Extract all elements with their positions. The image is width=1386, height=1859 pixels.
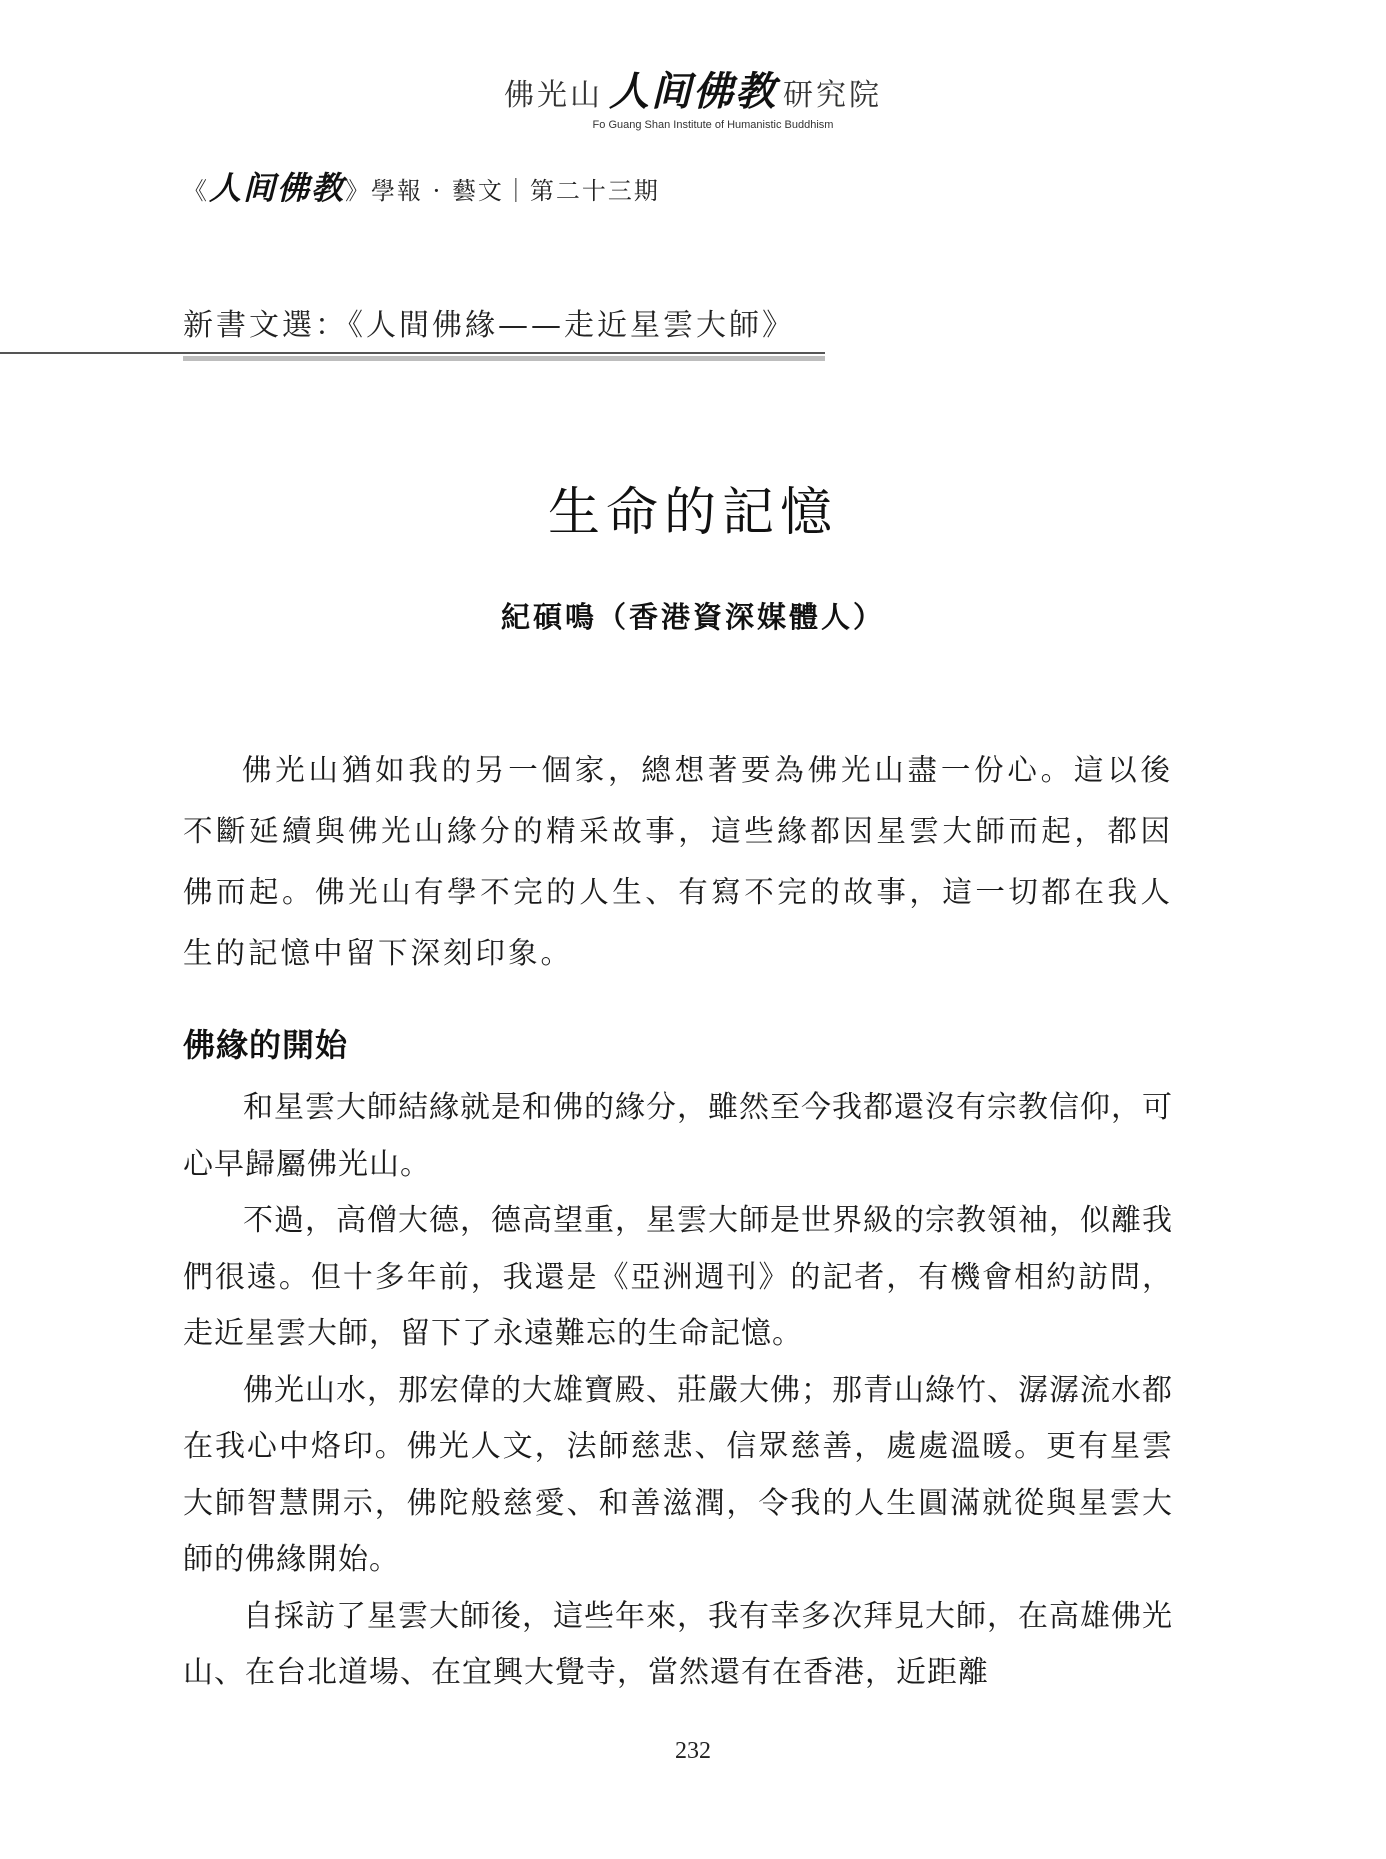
- body-paragraph: 佛光山水，那宏偉的大雄寶殿、莊嚴大佛；那青山綠竹、潺潺流水都在我心中烙印。佛光人文，法師慈悲、信眾慈善，處處溫暖。更有星雲大師智慧開示，佛陀般慈愛、和善滋潤，令我的人生圓滿就從與星雲大師的佛緣開始。: [183, 1372, 1173, 1577]
- journal-close-bracket: 》: [345, 177, 372, 205]
- institute-header: [0, 60, 1386, 131]
- intro-paragraph: 佛光山猶如我的另一個家，總想著要為佛光山盡一份心。這以後不斷延續與佛光山緣分的精采故事，這些緣都因星雲大師而起，都因佛而起。佛光山有學不完的人生、有寫不完的故事，這一切都在我人生的記憶中留下深刻印象。: [183, 753, 1173, 970]
- page-number: 232: [675, 1738, 711, 1764]
- body-paragraph: 自採訪了星雲大師後，這些年來，我有幸多次拜見大師，在高雄佛光山、在台北道場、在宜興大覺寺，當然還有在香港，近距離: [183, 1598, 1173, 1690]
- institute-brand-logo: 人间佛教: [609, 68, 777, 115]
- section-title: 新書文選：《人間佛緣——走近星雲大師》: [183, 308, 795, 343]
- institute-name: [0, 60, 1386, 117]
- article-title: 生命的記憶: [547, 483, 838, 543]
- institute-name-english: Fo Guang Shan Institute of Humanistic Buddhism: [592, 119, 834, 131]
- section-divider: [0, 352, 825, 354]
- institute-name-before: 佛光山: [504, 78, 603, 113]
- journal-open-bracket: 《: [183, 177, 209, 205]
- body-paragraph: 不過，高僧大德，德高望重，星雲大師是世界級的宗教領袖，似離我們很遠。但十多年前，我還是《亞洲週刊》的記者，有機會相約訪問，走近星雲大師，留下了永遠難忘的生命記憶。: [183, 1203, 1173, 1351]
- body-paragraph: 和星雲大師結緣就是和佛的緣分，雖然至今我都還沒有宗教信仰，可心早歸屬佛光山。: [183, 1090, 1173, 1182]
- journal-header: [183, 163, 660, 209]
- article-intro: [183, 740, 1173, 984]
- article-author: 紀碩鳴（香港資深媒體人）: [500, 600, 885, 634]
- institute-name-after: 研究院: [783, 78, 882, 113]
- section-divider-shadow: [183, 356, 825, 361]
- article-subheading: 佛緣的開始: [183, 1026, 349, 1064]
- journal-issue-info: 學報 · 藝文｜第二十三期: [371, 177, 660, 205]
- article-body: [183, 1080, 1173, 1702]
- journal-brand-logo: 人间佛教: [209, 169, 346, 207]
